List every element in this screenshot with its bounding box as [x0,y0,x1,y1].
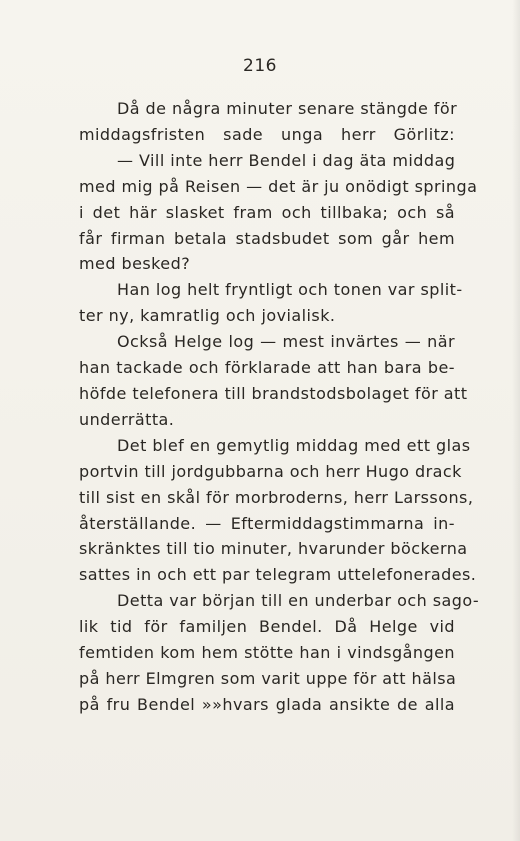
text-line: Då de några minuter senare stängde för [117,99,458,118]
text-line: Han log helt fryntligt och tonen var split- [117,280,463,300]
text-line: Också Helge log — mest invärtes — när [117,332,455,352]
text-line: middagsfristen sade unga herr Görlitz: [79,124,455,144]
text-line: han tackade och förklarade att han bara be- [79,358,455,378]
text-line: lik tid för familjen Bendel. Då Helge vid [79,617,455,637]
text-line: höfde telefonera till brandstodsbolaget för att [79,383,468,403]
text-line: ter ny, kamratlig och jovialisk. [79,306,336,326]
text-line: med besked? [79,254,191,274]
text-line: Det blef en gemytlig middag med ett glas [117,435,471,455]
text-line: sattes in och ett par telegram uttelefonerades. [79,565,477,585]
text-line: i det här slasket fram och tillbaka; och så [79,202,455,222]
text-line: på fru Bendel »»hvars glada ansikte de alla [79,694,455,714]
text-line: skränktes till tio minuter, hvarunder böckerna [79,539,468,559]
body-text [79,96,480,718]
text-line: på herr Elmgren som varit uppe för att hälsa [79,668,457,688]
text-line: till sist en skål för morbroderns, herr Larssons, [79,487,474,507]
text-line: Detta var början till en underbar och sago- [117,591,480,611]
text-line: med mig på Reisen — det är ju onödigt springa [79,176,478,196]
page-number: 216 [243,56,277,76]
page-edge-shadow [512,0,520,841]
text-line: underrätta. [79,409,175,429]
text-line: — Vill inte herr Bendel i dag äta middag [117,150,456,170]
text-line: återställande. — Eftermiddagstimmarna in- [79,513,455,533]
text-line: portvin till jordgubbarna och herr Hugo drack [79,461,462,481]
text-line: får firman betala stadsbudet som går hem [79,228,455,248]
text-line: femtiden kom hem stötte han i vindsgången [79,643,455,663]
